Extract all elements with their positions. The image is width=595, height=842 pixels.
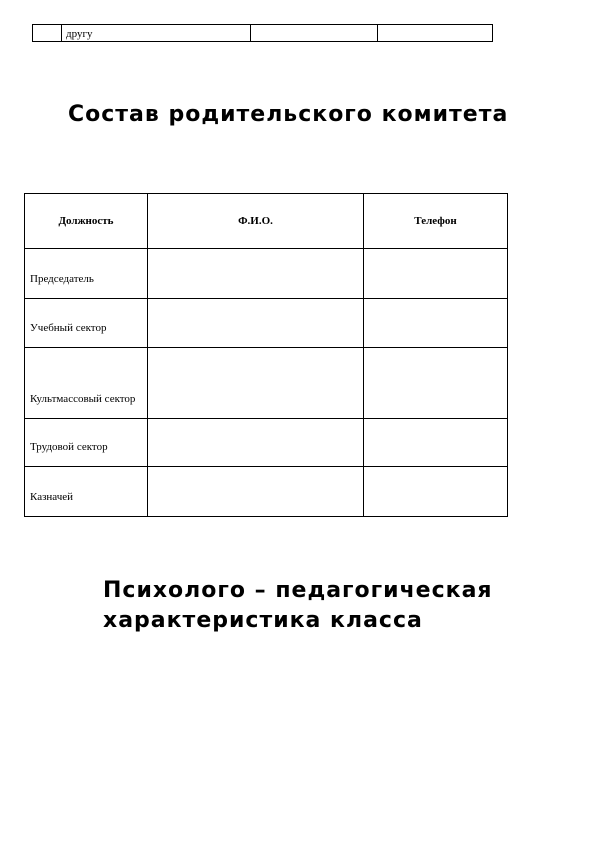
position-cell: Председатель: [25, 249, 148, 299]
header-name: Ф.И.О.: [148, 194, 364, 249]
table-cell: [378, 25, 493, 42]
position-cell: Трудовой сектор: [25, 419, 148, 467]
table-cell: [251, 25, 378, 42]
table-row: [33, 25, 493, 42]
header-phone: Телефон: [364, 194, 508, 249]
table-row: [25, 348, 508, 419]
table-header-row: [25, 194, 508, 249]
position-cell: Учебный сектор: [25, 299, 148, 348]
table-row: [25, 249, 508, 299]
name-cell: [148, 348, 364, 419]
position-cell: Казначей: [25, 467, 148, 517]
table-cell: [33, 25, 62, 42]
phone-cell: [364, 348, 508, 419]
characteristic-title-line-1: Психолого – педагогическая: [103, 578, 493, 603]
name-cell: [148, 249, 364, 299]
position-cell: Культмассовый сектор: [25, 348, 148, 419]
phone-cell: [364, 249, 508, 299]
phone-cell: [364, 419, 508, 467]
table-row: [25, 299, 508, 348]
phone-cell: [364, 467, 508, 517]
phone-cell: [364, 299, 508, 348]
table-row: [25, 419, 508, 467]
header-position: Должность: [25, 194, 148, 249]
committee-table: [24, 193, 508, 517]
name-cell: [148, 299, 364, 348]
committee-title: Состав родительского комитета: [68, 102, 509, 127]
table-cell: другу: [62, 25, 251, 42]
characteristic-title-line-2: характеристика класса: [103, 608, 423, 633]
previous-table-fragment: [32, 24, 493, 42]
name-cell: [148, 467, 364, 517]
name-cell: [148, 419, 364, 467]
table-row: [25, 467, 508, 517]
